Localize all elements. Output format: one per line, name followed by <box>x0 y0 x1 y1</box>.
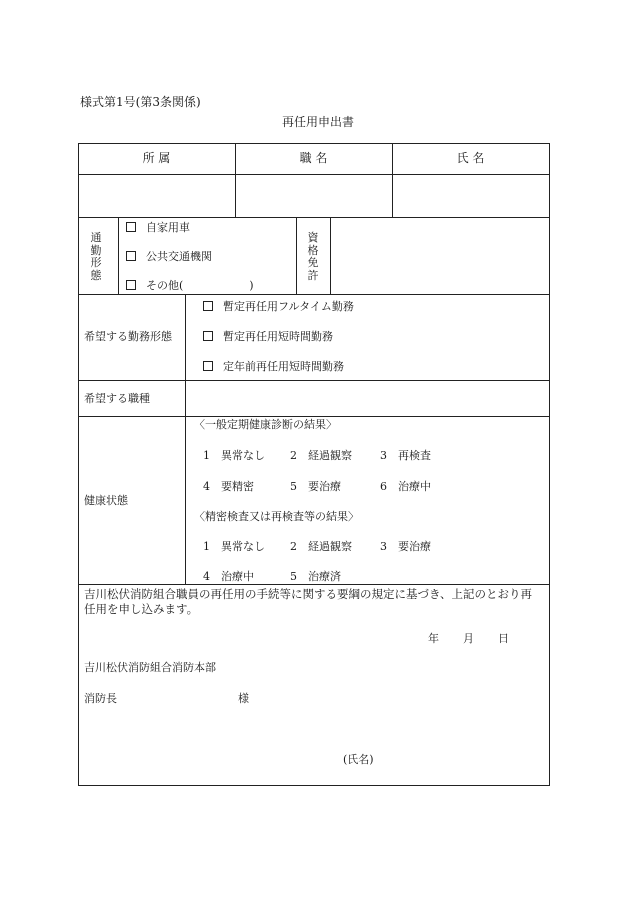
checkbox-icon <box>126 251 136 261</box>
job-type-field[interactable] <box>186 381 548 415</box>
statement-line-1: 吉川松伏消防組合職員の再任用の手続等に関する要綱の規定に基づき、上記のとおり再 <box>84 587 533 601</box>
checkbox-icon <box>203 301 213 311</box>
job-title-field[interactable] <box>236 175 391 216</box>
checkbox-icon <box>126 280 136 290</box>
checkup-item[interactable]: 1 異常なし <box>203 449 265 462</box>
work-style-option-pre-retirement[interactable]: 定年前再任用短時間勤務 <box>203 361 344 372</box>
honorific: 様 <box>238 692 249 705</box>
date-day: 日 <box>498 632 509 645</box>
checkbox-icon <box>203 361 213 371</box>
header-job-title: 職 名 <box>299 151 328 165</box>
checkup-item[interactable]: 4 要精密 <box>203 480 254 493</box>
date-month: 月 <box>463 632 474 645</box>
commute-option-car[interactable]: 自家用車 <box>126 222 190 233</box>
checkbox-icon <box>126 222 136 232</box>
checkup-item[interactable]: 6 治療中 <box>380 480 431 493</box>
detail-item[interactable]: 1 異常なし <box>203 540 265 553</box>
detail-item[interactable]: 2 経過観察 <box>290 540 352 553</box>
statement-line-2: 任用を申し込みます。 <box>84 602 199 616</box>
checkup-item[interactable]: 3 再検査 <box>380 449 431 462</box>
work-style-option-fulltime[interactable]: 暫定再任用フルタイム勤務 <box>203 301 354 312</box>
detail-item[interactable]: 5 治療済 <box>290 570 341 583</box>
applicant-name-label: (氏名) <box>343 753 374 766</box>
detail-item[interactable]: 3 要治療 <box>380 540 431 553</box>
work-style-option-shorttime[interactable]: 暫定再任用短時間勤務 <box>203 331 333 342</box>
addressee: 消防長 <box>84 692 117 705</box>
header-name: 氏 名 <box>456 151 485 165</box>
job-type-label: 希望する職種 <box>84 392 150 405</box>
checkup-heading: 〈一般定期健康診断の結果〉 <box>194 418 337 431</box>
commute-option-public-transport[interactable]: 公共交通機関 <box>126 251 212 262</box>
affiliation-field[interactable] <box>79 175 234 216</box>
commute-option-other[interactable]: その他( ) <box>126 280 254 291</box>
form-title: 再任用申出書 <box>282 115 355 129</box>
health-label: 健康状態 <box>84 494 128 507</box>
date-year: 年 <box>428 632 439 645</box>
name-field[interactable] <box>393 175 548 216</box>
checkup-item[interactable]: 5 要治療 <box>290 480 341 493</box>
work-style-label: 希望する勤務形態 <box>84 330 172 343</box>
organization-name: 吉川松伏消防組合消防本部 <box>84 661 216 674</box>
detail-item[interactable]: 4 治療中 <box>203 570 254 583</box>
form-number: 様式第1号(第3条関係) <box>80 95 201 109</box>
checkup-item[interactable]: 2 経過観察 <box>290 449 352 462</box>
checkbox-icon <box>203 331 213 341</box>
detail-heading: 〈精密検査又は再検査等の結果〉 <box>194 510 359 523</box>
header-affiliation: 所 属 <box>142 151 171 165</box>
license-label: 資格免許 <box>307 231 319 282</box>
license-field[interactable] <box>331 218 548 293</box>
commute-label: 通勤形態 <box>90 231 102 282</box>
applicant-name-field[interactable] <box>385 748 545 770</box>
